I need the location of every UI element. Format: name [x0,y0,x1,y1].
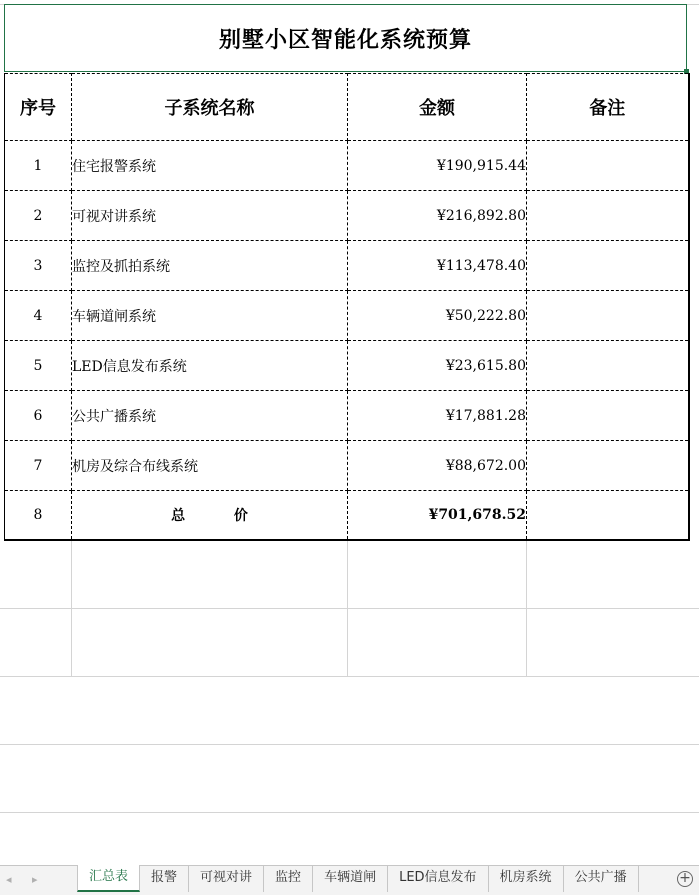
cell-remark[interactable] [527,191,689,241]
gridline [0,608,699,609]
cell-remark[interactable] [527,241,689,291]
cell-amount[interactable]: ¥216,892.80 [348,191,527,241]
cell-index[interactable]: 4 [5,291,72,341]
tab-machine-room[interactable]: 机房系统 [489,866,564,892]
cell-remark[interactable] [527,491,689,541]
total-amount[interactable]: ¥701,678.52 [348,491,527,541]
cell-index[interactable]: 5 [5,341,72,391]
cell-remark[interactable] [527,391,689,441]
tab-public-broadcast[interactable]: 公共广播 [564,866,639,892]
triangle-left-icon[interactable]: ◂ [6,873,12,886]
table-row [5,241,689,291]
cell-amount[interactable]: ¥23,615.80 [348,341,527,391]
table-row [5,341,689,391]
tab-monitoring[interactable]: 监控 [264,866,313,892]
budget-table [4,73,690,541]
cell-index[interactable]: 8 [5,491,72,541]
cell-name[interactable]: 公共广播系统 [72,391,348,441]
gridline [0,812,699,813]
table-row [5,291,689,341]
table-row [5,141,689,191]
table-header-row [5,74,689,141]
cell-amount[interactable]: ¥88,672.00 [348,441,527,491]
total-row [5,491,689,541]
cell-amount[interactable]: ¥113,478.40 [348,241,527,291]
total-label[interactable]: 总 价 [72,491,348,541]
cell-index[interactable]: 3 [5,241,72,291]
cell-remark[interactable] [527,291,689,341]
cell-amount[interactable]: ¥17,881.28 [348,391,527,441]
gridline [0,744,699,745]
triangle-right-icon[interactable]: ▸ [32,873,38,886]
gridline [0,676,699,677]
tab-alarm[interactable]: 报警 [140,866,189,892]
cell-index[interactable]: 6 [5,391,72,441]
tab-summary[interactable]: 汇总表 [77,865,140,892]
cell-index[interactable]: 2 [5,191,72,241]
cell-name[interactable]: 住宅报警系统 [72,141,348,191]
header-index[interactable]: 序号 [5,74,72,141]
header-amount[interactable]: 金额 [348,74,527,141]
cell-index[interactable]: 1 [5,141,72,191]
cell-name[interactable]: 机房及综合布线系统 [72,441,348,491]
plus-circle-icon[interactable]: + [677,871,693,887]
cell-amount[interactable]: ¥50,222.80 [348,291,527,341]
cell-name[interactable]: LED信息发布系统 [72,341,348,391]
cell-remark[interactable] [527,341,689,391]
sheet-tab-bar [0,865,699,895]
table-row [5,441,689,491]
cell-remark[interactable] [527,441,689,491]
cell-name[interactable]: 监控及抓拍系统 [72,241,348,291]
tab-video-intercom[interactable]: 可视对讲 [189,866,264,892]
cell-index[interactable]: 7 [5,441,72,491]
sheet-tabs [77,866,639,895]
cell-name[interactable]: 可视对讲系统 [72,191,348,241]
tab-led-info[interactable]: LED信息发布 [388,866,488,892]
cell-amount[interactable]: ¥190,915.44 [348,141,527,191]
header-name[interactable]: 子系统名称 [72,74,348,141]
table-row [5,191,689,241]
header-remark[interactable]: 备注 [527,74,689,141]
cell-name[interactable]: 车辆道闸系统 [72,291,348,341]
cell-remark[interactable] [527,141,689,191]
table-row [5,391,689,441]
tab-vehicle-barrier[interactable]: 车辆道闸 [313,866,388,892]
budget-title-cell[interactable]: 别墅小区智能化系统预算 [4,4,687,72]
